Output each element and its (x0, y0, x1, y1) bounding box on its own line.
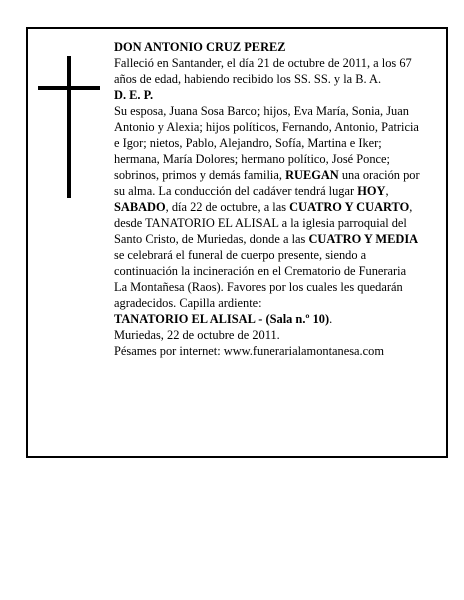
family-paragraph (114, 103, 420, 311)
funeral-time: CUATRO Y MEDIA (308, 232, 419, 246)
hoy-text: HOY (357, 184, 386, 198)
obituary-notice (26, 27, 448, 458)
obituary-text (114, 39, 420, 359)
ruegan-text: RUEGAN (285, 168, 339, 182)
deceased-name: DON ANTONIO CRUZ PEREZ (114, 40, 286, 54)
funeral-text-5: se celebrará el funeral de cuerpo presente, siendo a continuación la incineración en el Crematorio de Funeraria La Montañesa (Raos). Favores por los cuales les quedarán agradecidos. Capilla ardiente: (114, 248, 407, 310)
funeral-text-3: , día 22 de octubre, a las (165, 200, 290, 214)
rip-line: D. E. P. (114, 88, 154, 102)
sabado-text: SABADO (114, 200, 166, 214)
chapel-end: . (329, 312, 333, 326)
conduction-time: CUATRO Y CUARTO (289, 200, 410, 214)
funeral-text-1: una oración por su alma. La conducción del cadáver tendrá lugar (114, 168, 420, 198)
family-list: Su esposa, Juana Sosa Barco; hijos, Eva María, Sonia, Juan Antonio y Alexia; hijos políticos, Fernando, Antonio, Patricia e Igor; nietos, Pablo, Alejandro, Sofía, Martina e Iker; hermana, María Dolores; hermano político, José Ponce; sobrinos, primos y demás familia, (114, 104, 419, 182)
funeral-text-2: , (385, 184, 389, 198)
chapel-line (114, 311, 420, 327)
death-info: Falleció en Santander, el día 21 de octubre de 2011, a los 67 años de edad, habiendo recibido los SS. SS. y la B. A. (114, 56, 412, 86)
funeral-text-4: , desde TANATORIO EL ALISAL a la iglesia parroquial del Santo Cristo, de Muriedas, donde a las (114, 200, 413, 246)
chapel-location: TANATORIO EL ALISAL - (Sala n.º 10) (114, 312, 330, 326)
place-date: Muriedas, 22 de octubre de 2011. (114, 328, 280, 342)
cross-horizontal-bar (38, 86, 100, 90)
condolences-line: Pésames por internet: www.funerarialamontanesa.com (114, 344, 384, 358)
cross-vertical-bar (67, 56, 71, 198)
